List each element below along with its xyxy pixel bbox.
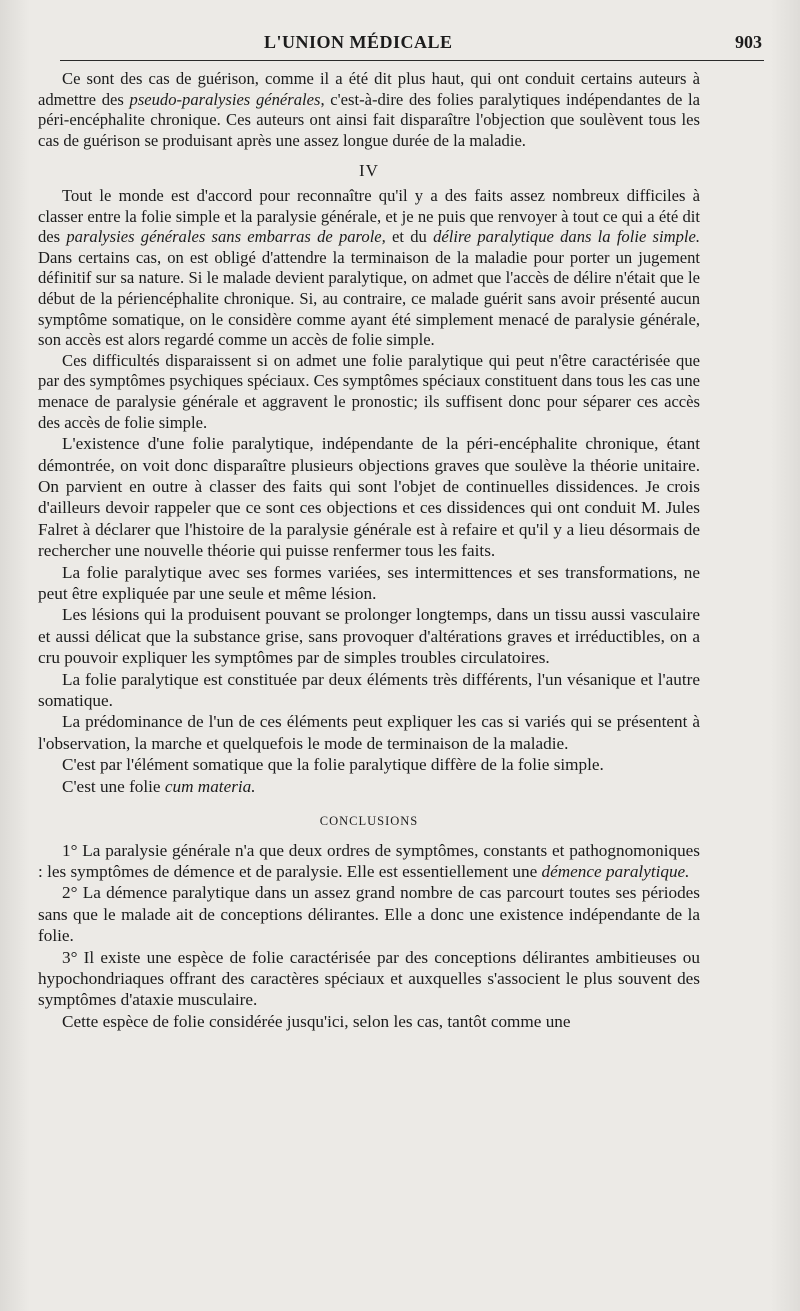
paragraph: Cette espèce de folie considérée jusqu'ici, selon les cas, tantôt comme une [62, 1011, 571, 1031]
paragraph: La prédominance de l'un de ces éléments peut expliquer les cas si variés qui se présentent à l'observation, la marche et quelquefois le mode de terminaison de la maladie. [38, 712, 700, 753]
conclusion-item: 2° La démence paralytique dans un assez grand nombre de cas parcourt toutes ses périodes sans que le malade ait de conceptions délirantes. Elle a donc une existence indépendante de la folie. [38, 883, 700, 946]
paragraph: Les lésions qui la produisent pouvant se prolonger longtemps, dans un tissu aussi vasculaire et aussi délicat que la substance grise, sans provoquer d'altérations graves et irréductibles, on a cru pouvoir expliquer les symptômes par de simples troubles circulatoires. [38, 605, 700, 668]
page-number: 903 [735, 32, 762, 52]
header-rule [60, 60, 764, 61]
section-number: IV [359, 161, 379, 181]
conclusion-item: 3° Il existe une espèce de folie caractérisée par des conceptions délirantes ambitieuses ou hypochondriaques offrant des caractères spéciaux et auxquelles s'associent le plus souvent des symptômes d'ataxie musculaire. [38, 947, 700, 1010]
paragraph: C'est une folie cum materia. [62, 776, 256, 796]
paragraph: Tout le monde est d'accord pour reconnaître qu'il y a des faits assez nombreux difficiles à classer entre la folie simple et la paralysie générale, et je ne puis que renvoyer à tout ce qui a été dit des paralysies générales sans embarras de parole, et du délire paralytique dans la folie simple. Dans certains cas, on est obligé d'attendre la terminaison de la maladie pour porter un jugement définitif sur sa nature. Si le malade devient paralytique, on admet que l'accès de délire n'était que le début de la périencéphalite chronique. Si, au contraire, ce malade guérit sans avoir présenté aucun symptôme somatique, on le considère comme ayant été simplement menacé de paralysie générale, son accès est alors regardé comme un accès de folie simple. [38, 185, 701, 350]
paragraph: La folie paralytique avec ses formes variées, ses intermittences et ses transformations, ne peut être expliquée par une seule et même lésion. [38, 562, 700, 603]
paragraph: Ces difficultés disparaissent si on admet une folie paralytique qui peut n'être caractérisée que par des symptômes psychiques spéciaux. Ces symptômes spéciaux constituent dans tous les cas une menace de paralysie générale et aggravent le pronostic; ils suffisent donc pour séparer ces accès des accès de folie simple. [38, 350, 700, 432]
body-text [38, 69, 700, 1032]
conclusions-heading: CONCLUSIONS [319, 814, 419, 828]
page-header [38, 32, 762, 56]
paragraph: C'est par l'élément somatique que la folie paralytique diffère de la folie simple. [62, 755, 604, 775]
paragraph: L'existence d'une folie paralytique, indépendante de la péri-encéphalite chronique, étant démontrée, on voit donc disparaître plusieurs objections graves que soulève la théorie unitaire. On parvient en outre à classer des faits qui sont l'objet de continuelles dissidences. Je crois d'ailleurs devoir rappeler que ce sont ces objections et ces dissidences qui ont conduit M. Jules Falret à déclarer que l'histoire de la paralysie générale est à refaire et qu'il y a lieu désormais de rechercher une nouvelle théorie qui puisse renfermer tous les faits. [38, 434, 700, 561]
running-title: L'UNION MÉDICALE [264, 32, 453, 52]
conclusion-item: 1° La paralysie générale n'a que deux ordres de symptômes, constants et pathognomoniques : les symptômes de démence et de paralysie. Elle est essentiellement une démence paralytique. [38, 840, 700, 881]
paragraph: Ce sont des cas de guérison, comme il a été dit plus haut, qui ont conduit certains auteurs à admettre des pseudo-paralysies générales, c'est-à-dire des folies paralytiques indépendantes de la péri-encéphalite chronique. Ces auteurs ont ainsi fait disparaître l'objection que soulèvent tous les cas de guérison se produisant après une assez longue durée de la maladie. [38, 69, 700, 150]
paragraph: La folie paralytique est constituée par deux éléments très différents, l'un vésanique et l'autre somatique. [38, 669, 700, 710]
